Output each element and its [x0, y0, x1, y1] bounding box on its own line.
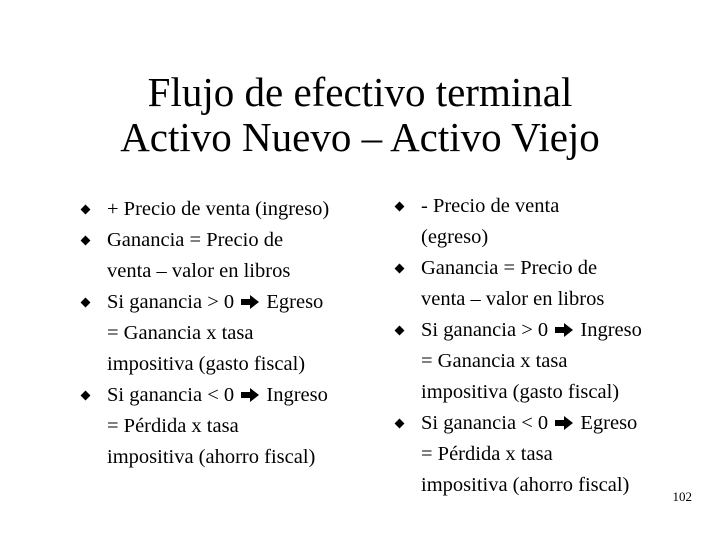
diamond-bullet-icon: [395, 264, 405, 274]
item-text: = Pérdida x tasa: [107, 415, 239, 437]
result-text: Ingreso: [266, 384, 328, 406]
item-text: impositiva (ahorro fiscal): [107, 446, 316, 468]
right-arrow-icon: [553, 415, 575, 431]
list-item: [82, 225, 382, 287]
item-text: impositiva (gasto fiscal): [107, 353, 306, 375]
item-text: Ganancia = Precio de: [107, 229, 284, 251]
diamond-bullet-icon: [395, 202, 405, 212]
item-text: = Ganancia x tasa: [421, 350, 568, 372]
list-item: [82, 287, 382, 380]
result-text: Egreso: [580, 412, 638, 434]
list-item: [82, 194, 382, 225]
item-text: impositiva (gasto fiscal): [421, 381, 620, 403]
list-item: [82, 380, 382, 473]
item-text: [421, 408, 696, 439]
diamond-bullet-icon: [81, 391, 91, 401]
condition-text: Si ganancia > 0: [421, 319, 549, 341]
result-text: Egreso: [266, 291, 324, 313]
item-text: = Ganancia x tasa: [107, 322, 254, 344]
item-text: [107, 380, 382, 411]
diamond-bullet-icon: [81, 298, 91, 308]
item-text: = Pérdida x tasa: [421, 443, 553, 465]
condition-text: Si ganancia < 0: [421, 412, 549, 434]
item-text: impositiva (ahorro fiscal): [421, 474, 630, 496]
result-text: Ingreso: [580, 319, 642, 341]
diamond-bullet-icon: [395, 419, 405, 429]
list-item: [396, 315, 696, 408]
diamond-bullet-icon: [81, 205, 91, 215]
item-text: [107, 287, 382, 318]
diamond-bullet-icon: [395, 326, 405, 336]
page-number: 102: [672, 489, 692, 504]
left-column: [82, 194, 382, 473]
item-text: Ganancia = Precio de: [421, 257, 598, 279]
item-text: venta – valor en libros: [421, 288, 605, 310]
condition-text: Si ganancia < 0: [107, 384, 235, 406]
title-line-2: Activo Nuevo – Activo Viejo: [120, 114, 600, 160]
diamond-bullet-icon: [81, 236, 91, 246]
slide-title: [0, 70, 720, 160]
list-item: [396, 191, 696, 253]
title-line-1: Flujo de efectivo terminal: [147, 69, 573, 115]
item-text: (egreso): [421, 226, 489, 248]
right-column: [396, 191, 696, 501]
right-arrow-icon: [553, 322, 575, 338]
right-arrow-icon: [239, 387, 261, 403]
item-text: venta – valor en libros: [107, 260, 291, 282]
item-text: + Precio de venta (ingreso): [107, 198, 330, 220]
list-item: [396, 253, 696, 315]
item-text: - Precio de venta: [421, 195, 560, 217]
right-arrow-icon: [239, 294, 261, 310]
list-item: [396, 408, 696, 501]
item-text: [421, 315, 696, 346]
condition-text: Si ganancia > 0: [107, 291, 235, 313]
